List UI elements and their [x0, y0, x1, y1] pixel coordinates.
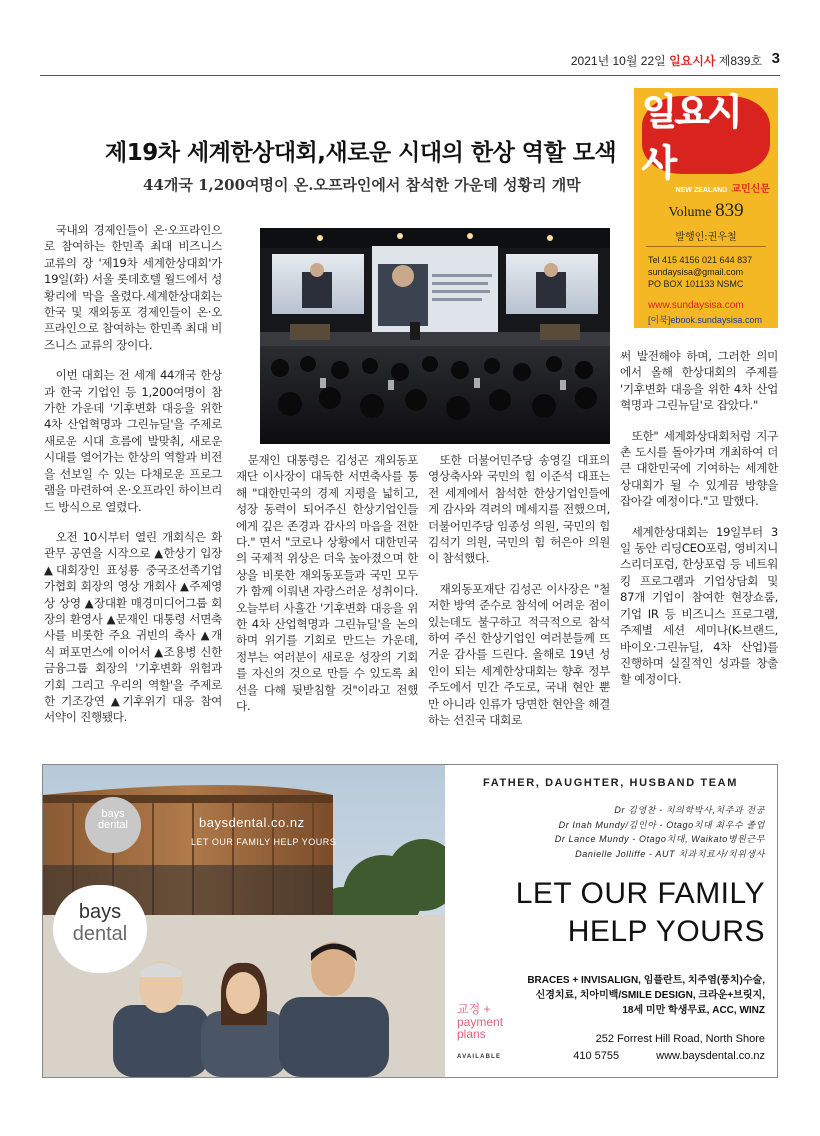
issue-date: 2021년 10월 22일 [570, 54, 666, 68]
masthead-tel: Tel 415 4156 021 644 837 [648, 255, 753, 265]
logo-line-2: dental [72, 923, 128, 945]
payment-line-3: plans [457, 1027, 486, 1041]
paragraph: 세계한상대회는 19일부터 3일 동안 리딩CEO포럼, 영비지니스리더포럼, 한상포럼 등 네트워킹 프로그램과 기업상담회 및 87개 기업이 참여한 현장쇼룸, 기업 IR 등 비즈니스 프로그램, 주제별 세션 세미나(K-브랜드, 바이오·그린뉴딜, 4차 산업)를 진행하며 실질적인 성과를 창출할 예정이다. [620, 524, 778, 687]
article-subheadline: 44개국 1,200여명이 온.오프라인에서 참석한 가운데 성황리 개막 [143, 176, 581, 194]
service-line: 18세 미만 학생무료, ACC, WINZ [622, 1005, 765, 1016]
clinic-contact-row [573, 1048, 765, 1065]
service-line: 신경치료, 치아미백/SMILE DESIGN, 크라운+브릿지, [535, 990, 765, 1001]
article-photo [260, 228, 610, 444]
payment-line-2: payment [457, 1014, 504, 1029]
services-list [527, 973, 765, 1018]
paragraph: 오전 10시부터 열린 개회식은 화관무 공연을 시작으로 ▲한상기 입장 ▲대회장인 표성룡 중국조선족기업가협회 회장의 영상 개회사 ▲주제영상 상영 ▲장대환 매경미디어그룹 회장의 환영사 ▲문재인 대통령 서면축사를 비롯한 주요 귀빈의 축사 ▲개식 퍼포먼스에 이어서 ▲조용병 신한금융그룹 회장의 '기후변화 위험과 기회 그리고 우리의 역할'을 주제로 한 기조강연 ▲기후위기 대응 참여 서약이 진행됐다. [44, 529, 222, 725]
masthead-contact [648, 254, 752, 290]
paragraph: 이번 대회는 전 세계 44개국 한상과 한국 기업인 등 1,200여명이 참가한 가운데 '기후변화 대응을 위한 4차 산업혁명과 그린뉴딜'을 주제로 새로운 시대 흐름에 발맞춰, 새로운 시대를 열어가는 한상의 역할과 비전을 선보일 수 있는 다채로운 프로그램을 마련하여 온·오프라인 하이브리드 방식으로 열렸다. [44, 368, 222, 514]
clinic-address: 252 Forrest Hill Road, North Shore [595, 1033, 765, 1045]
logo-panel [53, 889, 147, 945]
masthead-website-link[interactable]: www.sundaysisa.com [648, 300, 744, 311]
paragraph: 또한 더불어민주당 송영길 대표의 영상축사와 국민의 힘 이준석 대표는 전 세계에서 참석한 한상기업인들에게 감사와 격려의 메세지를 전했으며, 더불어민주당 임종성 의원, 국민의 힘 김석기 의원, 국민의 힘 허은아 의원이 참석했다. [428, 453, 610, 566]
masthead-logo [642, 92, 770, 184]
sign-round-text: bays dental [98, 808, 128, 831]
staff-item: Dr Inah Mundy/김인아 - Otago치대 최우수 졸업 [558, 819, 765, 830]
article-column-3 [428, 452, 610, 743]
staff-list [555, 803, 765, 861]
clinic-phone[interactable]: 410 5755 [573, 1050, 620, 1062]
article-headline: 제19차 세계한상대회,새로운 시대의 한상 역할 모색 [105, 140, 617, 166]
masthead-ebook-link[interactable]: [이북]ebook.sundaysisa.com [648, 315, 762, 325]
service-line: BRACES + INVISALIGN, 임플란트, 치주염(풍치)수술, [527, 975, 765, 986]
masthead-pobox: PO BOX 101133 NSMC [648, 279, 744, 289]
logo-line-1: bays [78, 901, 122, 923]
clinic-website-link[interactable]: www.baysdental.co.nz [656, 1050, 765, 1062]
region-label: NEW ZEALAND [675, 187, 728, 194]
staff-item: Danielle Jolliffe - AUT 치과치료사/치위생사 [575, 848, 765, 859]
conference-photo-illustration [260, 228, 610, 444]
article-column-1 [44, 222, 222, 740]
ad-slogan [516, 875, 765, 951]
staff-item: Dr 김영찬 - 치의학박사,치주과 전공 [614, 805, 765, 815]
volume [634, 200, 778, 222]
paragraph: 재외동포재단 김성곤 이사장은 "철저한 방역 준수로 참석에 어려운 점이 있는데도 불구하고 적극적으로 참석하여 주신 한상기업인 여러분들께 뜨거운 감사를 드린다. 올해로 19년 성인이 되는 세계한상대회는 향후 정부 주도에서 민간 주도로, 국내 현안 뿐만 아니라 인류가 당면한 현안을 해결하는 선진국 대회로 [428, 581, 610, 728]
slogan-line-1: LET OUR FAMILY [515, 877, 765, 910]
paragraph: 또한" 세계화상대회처럼 지구촌 도시를 돌아가며 개최하여 더 큰 대한민국에 기여하는 세계한상대회가 될 수 있게끔 방향을 잡아갈 예정이다."고 말했다. [620, 428, 778, 509]
publisher: 발행인:권우철 [675, 232, 737, 243]
paragraph: 문재인 대통령은 김성곤 재외동포재단 이사장이 대독한 서면축사를 통해 "대한민국의 경제 지평을 넓히고, 성장 동력이 되어주신 한상기업인들에게 깊은 존경과 감사의 마음을 전한다." 면서 "코로나 상황에서 대한민국의 국제적 위상은 더욱 높아졌으며 한상을 비롯한 재외동포들과 국민 모두가 함께 이뤄낸 자랑스러운 성취이다. 오늘부터 사흘간 '기후변화 대응을 위한 4차 산업혁명과 그린뉴딜'을 논의하며 위기를 기회로 만드는 가운데, 정부는 여러분이 새로운 성장의 기회를 자신의 것으로 만들 수 있도록 최선을 다해 뒷받침할 것"이라고 전했다. [236, 453, 418, 714]
ad-text-panel [455, 765, 777, 1077]
ad-heading: FATHER, DAUGHTER, HUSBAND TEAM [483, 777, 738, 789]
paper-name: 일요시사 [669, 54, 716, 68]
sign-web-text: baysdental.co.nz [199, 815, 305, 830]
payment-line-1: 교정 + [457, 1002, 491, 1016]
masthead-email[interactable]: sundaysisa@gmail.com [648, 267, 744, 277]
page-header [40, 50, 780, 76]
staff-item: Dr Lance Mundy - Otago치대, Waikato병원근무 [554, 834, 765, 844]
article-column-2 [236, 452, 418, 729]
clinic-contact [573, 1031, 765, 1065]
masthead-divider [646, 246, 766, 247]
issue-meta [571, 52, 762, 69]
masthead-region [642, 180, 770, 195]
article-column-4 [620, 348, 778, 702]
paragraph: 국내외 경제인들이 온·오프라인으로 참여하는 한민족 최대 비즈니스 교류의 장 '제19차 세계한상대회'가 19일(화) 서울 롯데호텔 월드에서 성황리에 막을 올렸다.세계한상대회는 한국 및 재외동포 경제인들이 온·오프라인으로 참여하는 한민족 최대 비즈니스 교류의 장이다. [44, 223, 222, 352]
issue-number: 제839호 [718, 54, 762, 68]
sign-slogan-text: LET OUR FAMILY HELP YOURS [191, 837, 337, 847]
volume-label: Volume [668, 205, 712, 220]
slogan-line-2: HELP YOURS [567, 915, 765, 948]
ad-photo [43, 765, 445, 1077]
available-label: AVAILABLE [457, 1054, 502, 1060]
masthead-tagline: 교민신문 [731, 184, 770, 195]
page-number: 3 [771, 50, 780, 67]
dental-advertisement[interactable] [42, 764, 778, 1078]
payment-plans [457, 1003, 503, 1041]
masthead [634, 88, 778, 328]
paragraph: 써 발전해야 하며, 그러한 의미에서 올해 한상대회의 주제를 '기후변화 대응을 위한 4차 산업혁명과 그린뉴딜'로 잡았다." [620, 349, 778, 413]
volume-number: 839 [715, 200, 744, 221]
masthead-logo-text: 일요시사 [642, 92, 741, 184]
